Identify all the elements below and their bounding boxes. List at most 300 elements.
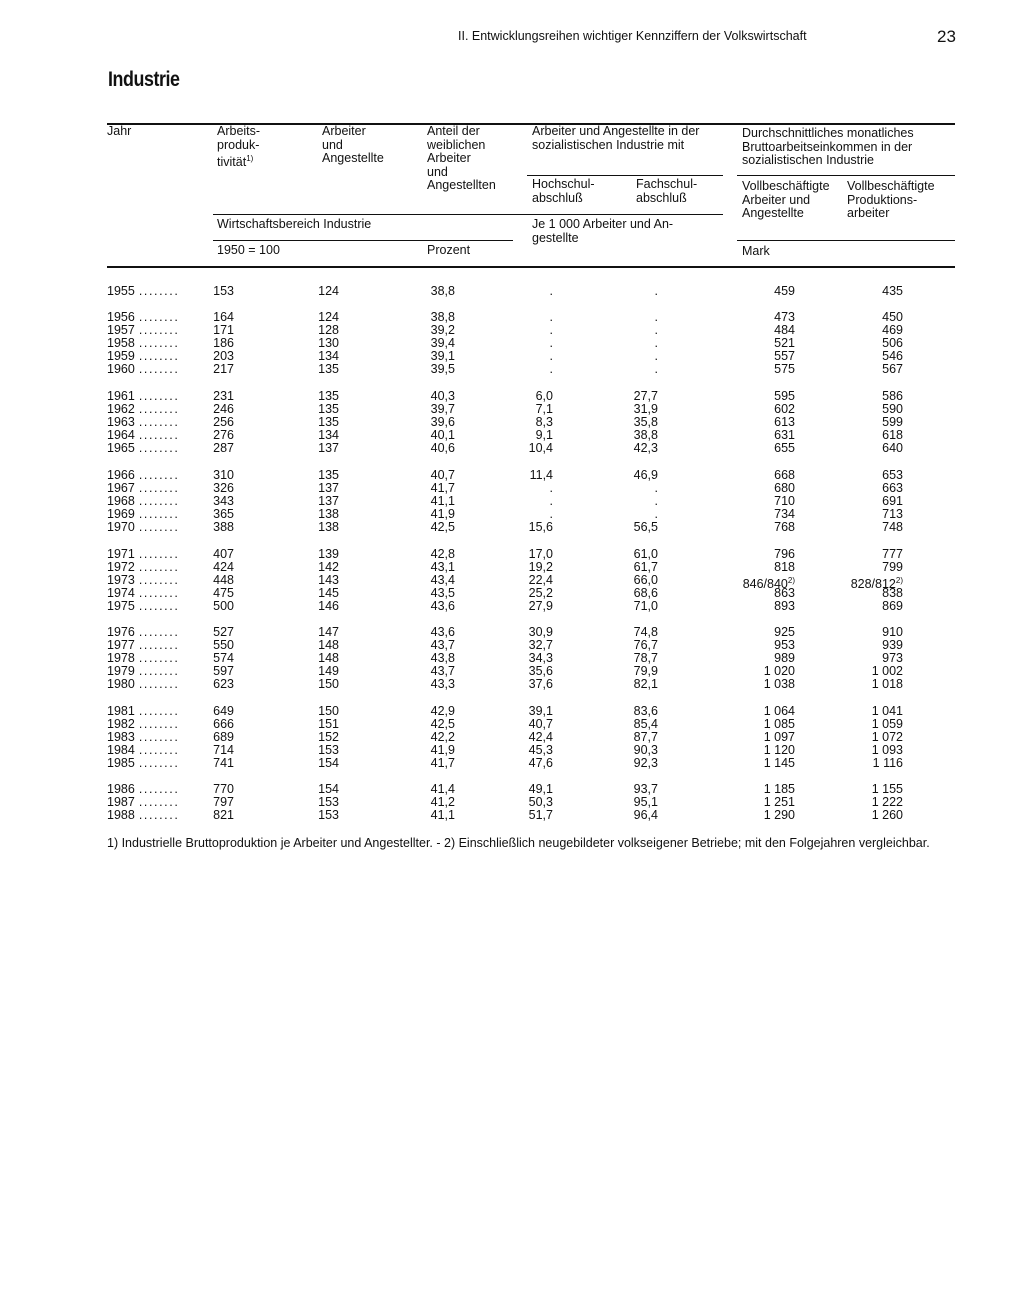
header-vollb-produktion — [847, 180, 935, 221]
cell-value: 135 — [318, 402, 339, 417]
cell-value: 135 — [318, 389, 339, 403]
row-year — [107, 678, 179, 691]
cell-value: 61,0 — [633, 547, 658, 561]
cell-c3 — [431, 508, 455, 521]
cell-c1 — [213, 508, 234, 521]
cell-c4 — [529, 521, 553, 534]
year-value: 1955 — [107, 284, 135, 298]
cell-value: 87,7 — [633, 730, 658, 745]
header-line: Vollbeschäftigte — [847, 179, 935, 193]
leader-dots: ........ — [138, 573, 180, 588]
year-value: 1970 — [107, 520, 135, 535]
cell-value: 475 — [213, 586, 234, 601]
year-value: 1962 — [107, 402, 135, 417]
cell-value: 186 — [213, 336, 234, 351]
cell-c6 — [774, 482, 795, 495]
header-je-1000 — [532, 218, 673, 245]
cell-c1 — [213, 731, 234, 744]
cell-value: 666 — [213, 717, 234, 732]
cell-value: 19,2 — [528, 560, 553, 575]
year-value: 1967 — [107, 481, 135, 496]
leader-dots: ........ — [138, 349, 180, 364]
leader-dots: ........ — [138, 520, 180, 535]
cell-c7 — [882, 639, 903, 652]
cell-value: 973 — [882, 651, 903, 666]
leader-dots: ........ — [138, 599, 180, 614]
cell-value: . — [654, 494, 658, 509]
cell-c4 — [550, 482, 553, 495]
cell-c2 — [318, 718, 339, 731]
year-value: 1987 — [107, 795, 135, 810]
rule-mark — [737, 240, 955, 241]
cell-c2 — [318, 403, 339, 416]
leader-dots: ........ — [138, 560, 180, 575]
cell-c1 — [213, 548, 234, 561]
cell-value: 768 — [774, 520, 795, 535]
cell-value: 527 — [213, 625, 234, 639]
header-line: und — [427, 164, 448, 179]
cell-value: 343 — [213, 494, 234, 509]
row-year — [107, 548, 179, 561]
cell-value: 710 — [774, 494, 795, 509]
cell-value: 796 — [774, 547, 795, 561]
cell-value: 741 — [213, 756, 234, 771]
cell-value: 43,3 — [430, 677, 455, 692]
cell-c4 — [550, 350, 553, 363]
year-value: 1979 — [107, 664, 135, 679]
cell-value: 41,1 — [430, 808, 455, 823]
cell-value: 770 — [213, 782, 234, 796]
header-line: arbeiter — [847, 206, 890, 220]
rule-einkommen-group — [737, 175, 955, 176]
cell-value: 32,7 — [528, 638, 553, 653]
header-line: weiblichen — [427, 137, 486, 152]
cell-c2 — [318, 508, 339, 521]
rule-qualifikation-group — [527, 175, 723, 176]
cell-c3 — [431, 429, 455, 442]
row-year — [107, 442, 179, 455]
leader-dots: ........ — [138, 362, 180, 377]
cell-value: 135 — [318, 468, 339, 482]
cell-c6 — [774, 626, 795, 639]
cell-value: 153 — [213, 284, 234, 298]
cell-c2 — [318, 600, 339, 613]
header-line: Arbeiter und — [742, 192, 811, 207]
cell-c7 — [872, 665, 903, 678]
cell-c1 — [213, 521, 234, 534]
cell-value: 1 002 — [871, 664, 903, 679]
cell-c6 — [774, 416, 795, 429]
cell-c6 — [774, 561, 795, 574]
cell-value: 142 — [318, 560, 339, 575]
cell-value: 40,1 — [430, 428, 455, 443]
cell-value: 557 — [774, 349, 795, 364]
cell-c4 — [529, 561, 553, 574]
cell-value: 818 — [774, 560, 795, 575]
header-line: Angestellte — [742, 206, 804, 220]
cell-c5 — [634, 416, 658, 429]
cell-c5 — [634, 429, 658, 442]
cell-value: 22,4 — [528, 573, 553, 588]
cell-c3 — [431, 665, 455, 678]
cell-c2 — [318, 324, 339, 337]
cell-value: 668 — [774, 468, 795, 482]
cell-value: 135 — [318, 415, 339, 430]
cell-value: 45,3 — [528, 743, 553, 758]
row-year — [107, 561, 179, 574]
cell-value: . — [654, 349, 658, 364]
cell-value: 128 — [318, 323, 339, 338]
cell-value: 484 — [774, 323, 795, 338]
cell-value: . — [654, 310, 658, 324]
cell-value: 473 — [774, 310, 795, 324]
cell-value: 43,8 — [430, 651, 455, 666]
leader-dots: ........ — [138, 625, 180, 639]
year-value: 1984 — [107, 743, 135, 758]
cell-value: 310 — [213, 468, 234, 482]
row-year — [107, 508, 179, 521]
row-year — [107, 809, 179, 822]
cell-value: 1 018 — [871, 677, 903, 692]
cell-c1 — [213, 652, 234, 665]
cell-value: 71,0 — [633, 599, 658, 614]
cell-c7 — [872, 718, 903, 731]
year-value: 1969 — [107, 507, 135, 522]
cell-value: 1 251 — [763, 795, 795, 810]
cell-c1 — [213, 639, 234, 652]
cell-value: 76,7 — [633, 638, 658, 653]
cell-value: 137 — [318, 494, 339, 509]
cell-value: 151 — [318, 717, 339, 732]
cell-c5 — [655, 482, 658, 495]
cell-c6 — [774, 652, 795, 665]
year-value: 1956 — [107, 310, 135, 324]
cell-value: 41,4 — [430, 782, 455, 796]
cell-value: 41,7 — [430, 481, 455, 496]
cell-c1 — [213, 285, 234, 298]
year-value: 1958 — [107, 336, 135, 351]
row-year — [107, 744, 179, 757]
cell-c2 — [318, 678, 339, 691]
cell-c4 — [529, 809, 553, 822]
cell-value: 256 — [213, 415, 234, 430]
cell-value: 41,2 — [430, 795, 455, 810]
cell-c7 — [882, 469, 903, 482]
year-value: 1964 — [107, 428, 135, 443]
row-year — [107, 521, 179, 534]
cell-value: 459 — [774, 284, 795, 298]
cell-value: 40,7 — [528, 717, 553, 732]
cell-c4 — [529, 574, 553, 587]
year-value: 1980 — [107, 677, 135, 692]
cell-c6 — [764, 809, 795, 822]
cell-c6 — [774, 285, 795, 298]
cell-value: 1 145 — [763, 756, 795, 771]
cell-c1 — [213, 495, 234, 508]
cell-value: 821 — [213, 808, 234, 823]
cell-value: 153 — [318, 808, 339, 823]
cell-c4 — [550, 311, 553, 324]
leader-dots: ........ — [138, 441, 180, 456]
cell-c5 — [655, 508, 658, 521]
cell-value: 1 038 — [763, 677, 795, 692]
cell-value: 691 — [882, 494, 903, 509]
cell-value: 9,1 — [535, 428, 553, 443]
cell-value: 95,1 — [633, 795, 658, 810]
cell-c7 — [873, 757, 903, 770]
cell-c3 — [431, 390, 455, 403]
row-year — [107, 626, 179, 639]
cell-c3 — [431, 285, 455, 298]
cell-c2 — [318, 469, 339, 482]
cell-value: 590 — [882, 402, 903, 417]
row-year — [107, 718, 179, 731]
cell-c6 — [764, 665, 795, 678]
cell-value: 145 — [318, 586, 339, 601]
cell-value: 83,6 — [633, 704, 658, 718]
year-value: 1959 — [107, 349, 135, 364]
cell-c4 — [536, 416, 553, 429]
cell-c2 — [318, 495, 339, 508]
page-title: Industrie — [108, 68, 180, 91]
cell-c6 — [764, 757, 795, 770]
cell-value: 146 — [318, 599, 339, 614]
cell-value: 550 — [213, 638, 234, 653]
header-line: sozialistischen Industrie — [742, 153, 875, 167]
year-value: 1968 — [107, 494, 135, 509]
cell-value: 43,7 — [430, 664, 455, 679]
cell-c3 — [431, 587, 455, 600]
cell-c4 — [529, 626, 553, 639]
cell-value: 153 — [318, 795, 339, 810]
cell-c5 — [634, 678, 658, 691]
cell-c2 — [318, 626, 339, 639]
cell-value: 40,7 — [430, 468, 455, 482]
cell-value: 42,3 — [633, 441, 658, 456]
cell-c4 — [536, 429, 553, 442]
cell-value: 43,1 — [430, 560, 455, 575]
header-index-basis: 1950 = 100 — [217, 243, 280, 257]
cell-c6 — [774, 548, 795, 561]
cell-c2 — [318, 809, 339, 822]
header-line: Bruttoarbeitseinkommen in der — [742, 139, 913, 154]
leader-dots: ........ — [138, 310, 180, 324]
cell-value: 68,6 — [633, 586, 658, 601]
leader-dots: ........ — [138, 795, 180, 810]
cell-value: 150 — [318, 677, 339, 692]
cell-value: 154 — [318, 782, 339, 796]
cell-c6 — [774, 429, 795, 442]
cell-c5 — [655, 363, 658, 376]
cell-c7 — [872, 731, 903, 744]
cell-value: 38,8 — [430, 284, 455, 298]
cell-value: 124 — [318, 284, 339, 298]
cell-value: 1 260 — [871, 808, 903, 823]
cell-value: 43,4 — [430, 573, 455, 588]
cell-c5 — [634, 718, 658, 731]
cell-value: 42,2 — [430, 730, 455, 745]
cell-c6 — [774, 337, 795, 350]
year-value: 1981 — [107, 704, 135, 718]
cell-c4 — [550, 495, 553, 508]
row-year — [107, 350, 179, 363]
row-year — [107, 482, 179, 495]
cell-c3 — [431, 403, 455, 416]
year-value: 1965 — [107, 441, 135, 456]
cell-value: 149 — [318, 664, 339, 679]
cell-value: 39,7 — [430, 402, 455, 417]
cell-c5 — [634, 626, 658, 639]
cell-c4 — [550, 363, 553, 376]
cell-c2 — [318, 337, 339, 350]
rule-wirtschaftsbereich — [213, 214, 723, 215]
cell-value: 777 — [882, 547, 903, 561]
cell-c3 — [431, 574, 455, 587]
year-value: 1960 — [107, 362, 135, 377]
cell-c5 — [655, 495, 658, 508]
year-value: 1983 — [107, 730, 135, 745]
cell-c1 — [213, 757, 234, 770]
cell-c6 — [774, 363, 795, 376]
header-jahr: Jahr — [107, 124, 132, 138]
header-line: Je 1 000 Arbeiter und An- — [532, 217, 674, 231]
cell-c7 — [882, 337, 903, 350]
cell-c7 — [872, 705, 903, 718]
row-year — [107, 416, 179, 429]
cell-value: 61,7 — [633, 560, 658, 575]
leader-dots: ........ — [138, 323, 180, 338]
cell-c3 — [431, 548, 455, 561]
cell-value: 640 — [882, 441, 903, 456]
cell-value: . — [654, 507, 658, 522]
cell-value: 152 — [318, 730, 339, 745]
cell-c7 — [872, 678, 903, 691]
cell-value: 575 — [774, 362, 795, 377]
cell-c3 — [431, 482, 455, 495]
cell-c4 — [550, 337, 553, 350]
header-vollb-arbeiter — [742, 180, 830, 221]
cell-value: 602 — [774, 402, 795, 417]
cell-value: 78,7 — [633, 651, 658, 666]
cell-c6 — [774, 390, 795, 403]
header-line: Angestellte — [322, 151, 384, 165]
cell-value: 34,3 — [528, 651, 553, 666]
cell-value: 35,8 — [633, 415, 658, 430]
row-year — [107, 337, 179, 350]
cell-value: 42,4 — [528, 730, 553, 745]
cell-value: 1 064 — [763, 704, 795, 718]
cell-value: 35,6 — [528, 664, 553, 679]
cell-c5 — [634, 469, 658, 482]
cell-c6 — [774, 403, 795, 416]
leader-dots: ........ — [138, 547, 180, 561]
cell-c2 — [318, 548, 339, 561]
cell-c2 — [318, 521, 339, 534]
leader-dots: ........ — [138, 586, 180, 601]
cell-c1 — [213, 809, 234, 822]
cell-c4 — [529, 718, 553, 731]
cell-c7 — [882, 363, 903, 376]
year-value: 1973 — [107, 573, 135, 588]
cell-c5 — [634, 652, 658, 665]
cell-c4 — [529, 639, 553, 652]
cell-c4 — [529, 705, 553, 718]
leader-dots: ........ — [138, 389, 180, 403]
cell-value: 680 — [774, 481, 795, 496]
cell-c3 — [431, 521, 455, 534]
cell-value: 138 — [318, 520, 339, 535]
cell-value: 134 — [318, 349, 339, 364]
year-value: 1976 — [107, 625, 135, 639]
row-year — [107, 390, 179, 403]
cell-c3 — [431, 757, 455, 770]
cell-value: 828/812 — [850, 577, 896, 592]
cell-c2 — [318, 744, 339, 757]
cell-value: 90,3 — [633, 743, 658, 758]
header-line: Arbeiter — [322, 124, 366, 138]
year-value: 1966 — [107, 468, 135, 482]
cell-c7 — [882, 652, 903, 665]
cell-value: 8,3 — [535, 415, 553, 430]
cell-c1 — [213, 705, 234, 718]
cell-c2 — [318, 783, 339, 796]
cell-c5 — [634, 390, 658, 403]
cell-c4 — [550, 285, 553, 298]
header-wirtschaftsbereich: Wirtschaftsbereich Industrie — [217, 217, 372, 231]
cell-c3 — [431, 731, 455, 744]
cell-c1 — [213, 324, 234, 337]
cell-value: 39,6 — [430, 415, 455, 430]
cell-value: 130 — [318, 336, 339, 351]
header-prozent: Prozent — [427, 243, 471, 257]
cell-c5 — [634, 587, 658, 600]
cell-c2 — [318, 350, 339, 363]
header-arbeitsproduktivitaet — [217, 125, 260, 170]
cell-c5 — [634, 783, 658, 796]
cell-c3 — [431, 626, 455, 639]
cell-c4 — [529, 678, 553, 691]
cell-value: 613 — [774, 415, 795, 430]
cell-value: 27,9 — [528, 599, 553, 614]
cell-c7 — [882, 600, 903, 613]
cell-c6 — [774, 442, 795, 455]
cell-c6 — [774, 600, 795, 613]
header-line: Durchschnittliches monatliches — [742, 126, 914, 140]
row-year — [107, 495, 179, 508]
header-mark: Mark — [742, 244, 770, 258]
cell-value: 11,4 — [529, 468, 553, 482]
cell-c6 — [774, 508, 795, 521]
cell-c4 — [536, 403, 553, 416]
cell-value: 171 — [213, 323, 234, 338]
cell-c3 — [431, 416, 455, 429]
cell-value: 148 — [318, 638, 339, 653]
header-line: Anteil der — [427, 124, 480, 138]
cell-value: 618 — [882, 428, 903, 443]
cell-value: 846/840 — [742, 577, 788, 592]
cell-value: 869 — [882, 599, 903, 614]
header-anteil-weiblich — [427, 125, 496, 193]
cell-value: 47,6 — [528, 756, 553, 771]
cell-value: 41,9 — [430, 507, 455, 522]
cell-c2 — [318, 561, 339, 574]
cell-value: 30,9 — [528, 625, 553, 639]
cell-c1 — [213, 744, 234, 757]
leader-dots: ........ — [138, 402, 180, 417]
cell-value: 388 — [213, 520, 234, 535]
cell-value: 1 097 — [763, 730, 795, 745]
header-line: Arbeiter — [427, 151, 471, 165]
